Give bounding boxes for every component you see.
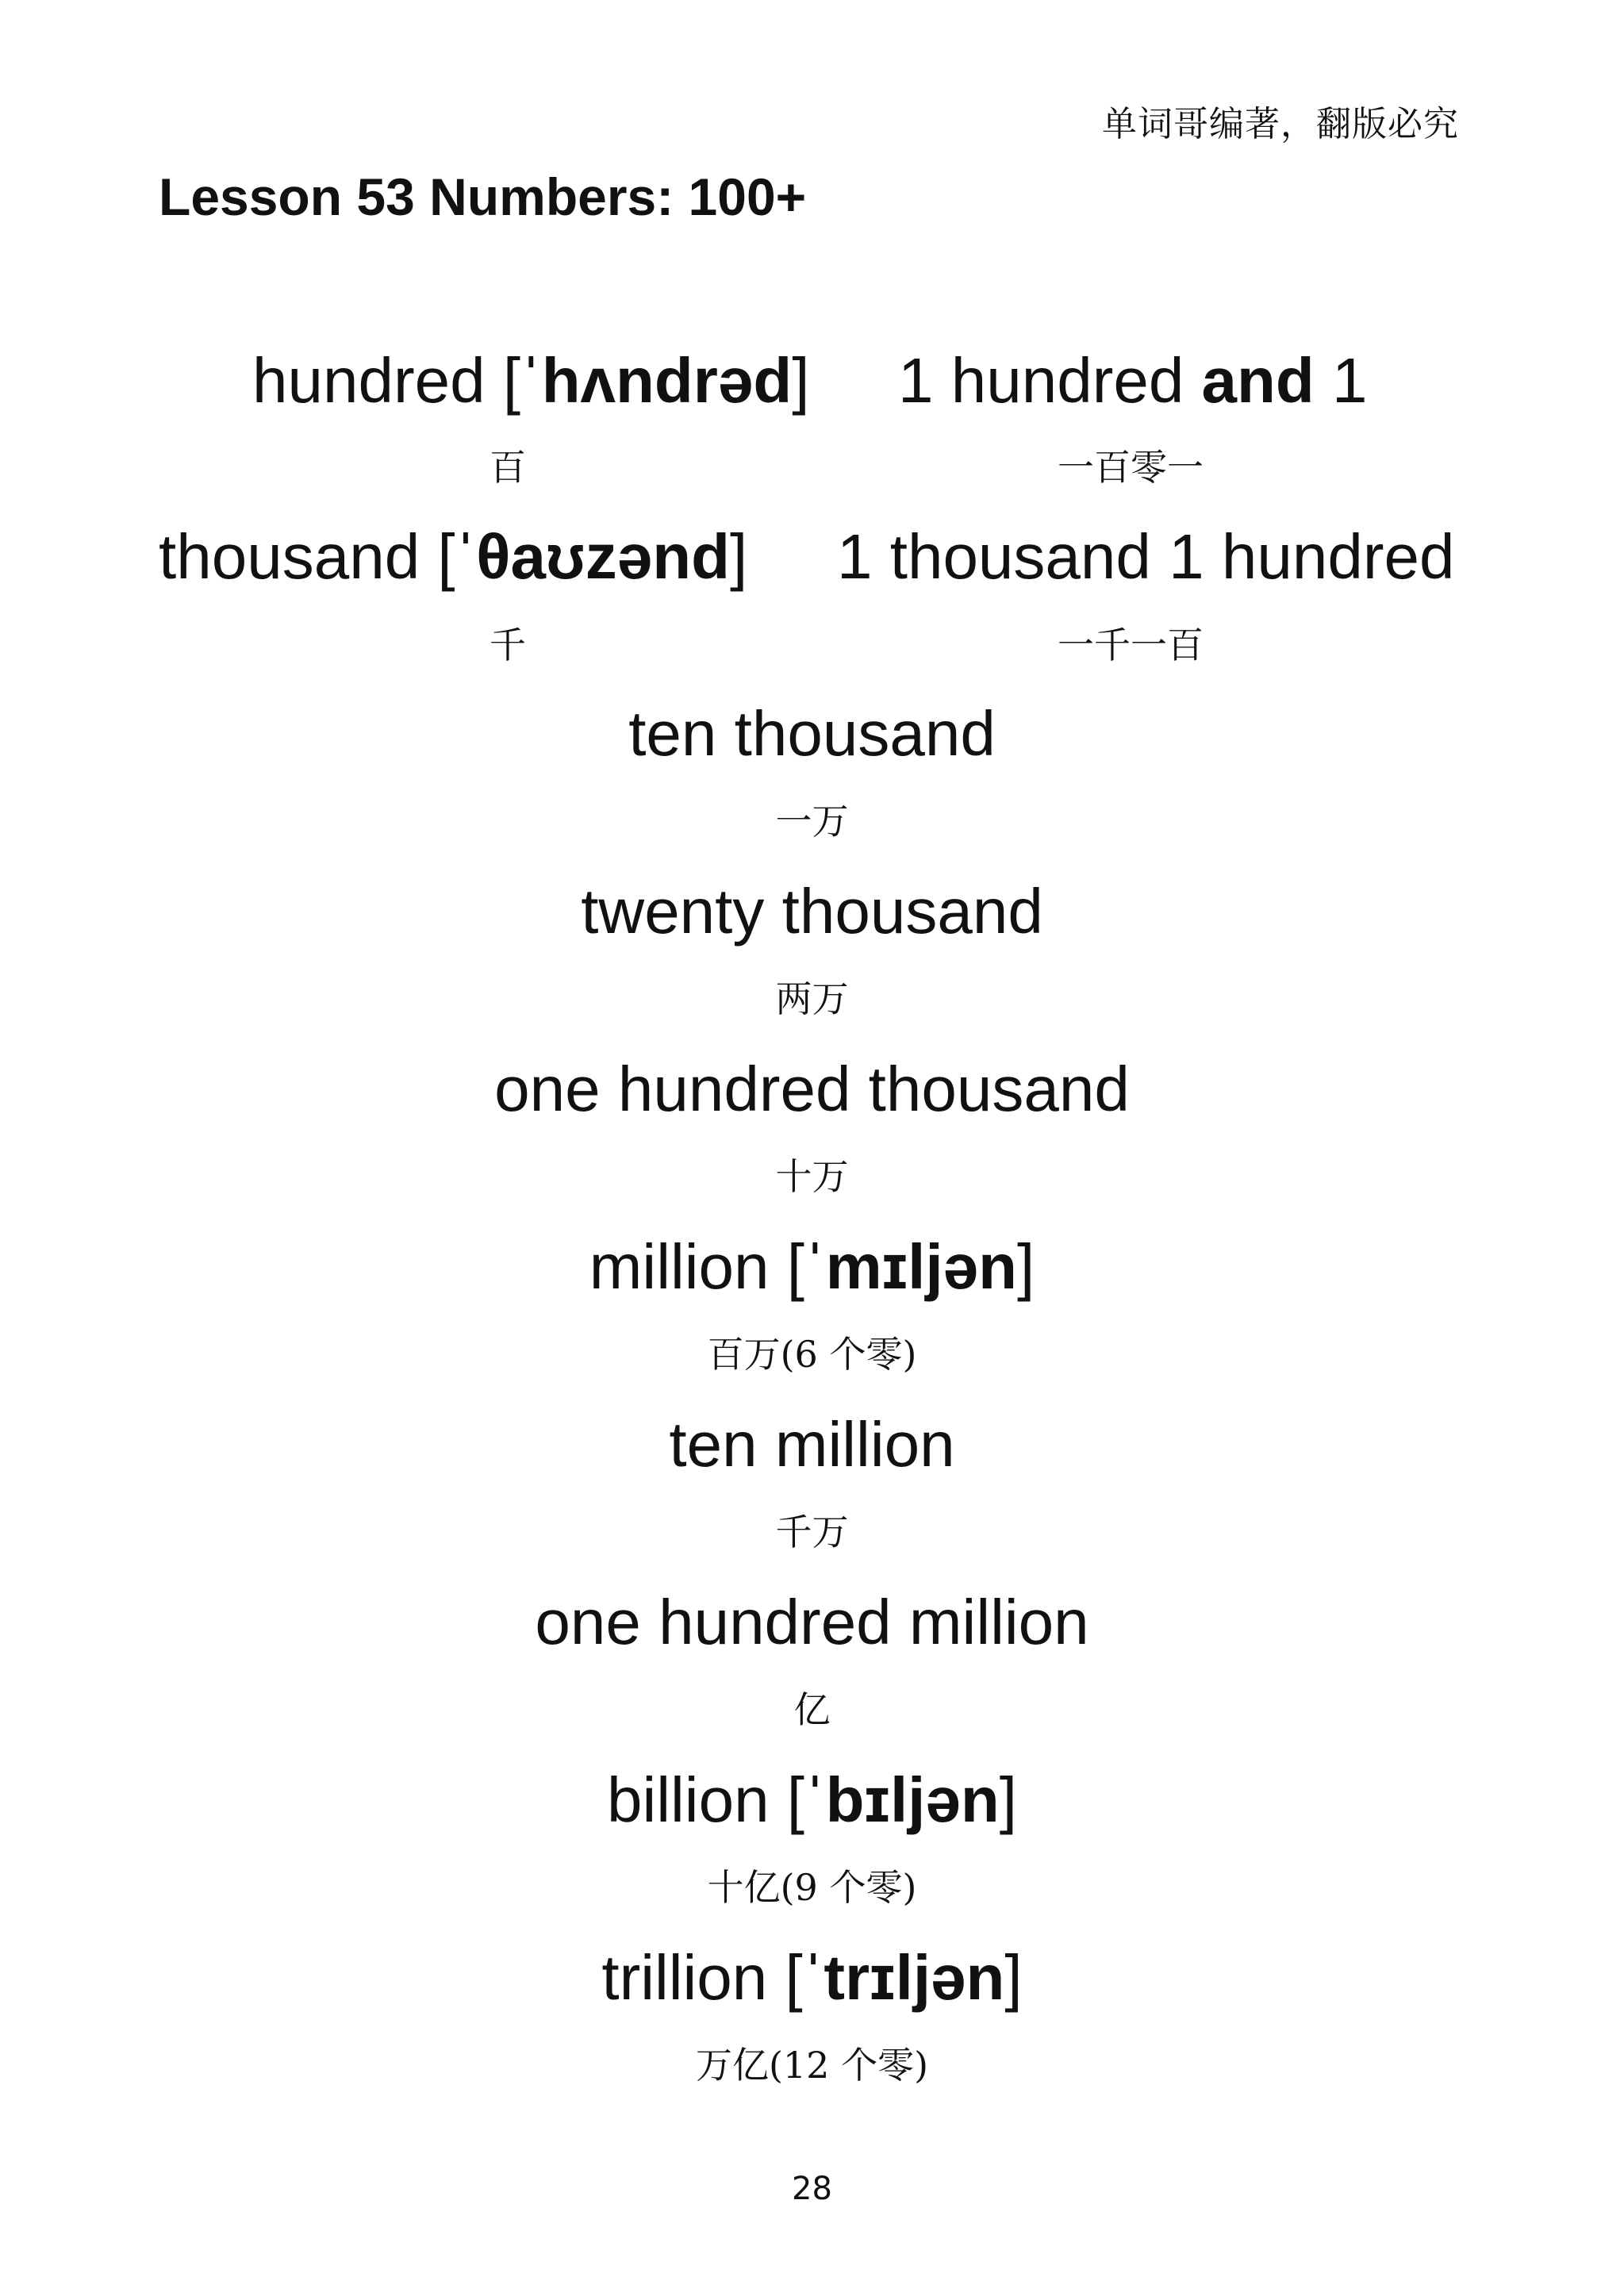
ten-million-en: ten million bbox=[669, 1409, 955, 1480]
ten-million-cn: 千万 bbox=[775, 1511, 849, 1553]
thousand-word: thousand [ bbox=[159, 521, 455, 592]
hundred-term bbox=[252, 345, 810, 416]
trillion-ipa: ˈtrɪljən bbox=[802, 1942, 1005, 2013]
billion-en bbox=[0, 1764, 1624, 1835]
hundred-example bbox=[898, 345, 1368, 416]
hundred-word: hundred [ bbox=[252, 345, 521, 416]
one-hundred-thousand-en: one hundred thousand bbox=[494, 1054, 1130, 1124]
one-hundred-million-cn: 亿 bbox=[793, 1688, 831, 1731]
one-hundred-thousand-cn: 十万 bbox=[775, 1155, 849, 1198]
thousand-term bbox=[159, 521, 748, 592]
billion-cn: 十亿(9 个零) bbox=[707, 1866, 917, 1909]
million-word: million [ bbox=[589, 1231, 804, 1302]
trillion-cn: 万亿(12 个零) bbox=[695, 2044, 929, 2087]
billion-word: billion [ bbox=[606, 1764, 805, 1835]
thousand-cn: 千 bbox=[490, 624, 526, 666]
million-close-bracket: ] bbox=[1016, 1231, 1035, 1302]
trillion-close-bracket: ] bbox=[1004, 1942, 1023, 2013]
trillion-en bbox=[0, 1942, 1624, 2013]
header-note: 单词哥编著，翻版必究 bbox=[1102, 104, 1459, 144]
lesson-title: Lesson 53 Numbers: 100+ bbox=[159, 167, 807, 226]
ten-thousand-en: ten thousand bbox=[628, 698, 996, 769]
thousand-close-bracket: ] bbox=[729, 521, 748, 592]
hundred-example-and: and bbox=[1201, 345, 1315, 416]
million-en bbox=[0, 1231, 1624, 1302]
hundred-cn: 百 bbox=[490, 446, 526, 489]
trillion-word: trillion [ bbox=[601, 1942, 803, 2013]
twenty-thousand-en: twenty thousand bbox=[581, 876, 1043, 946]
hundred-example-cn: 一百零一 bbox=[1058, 446, 1204, 489]
thousand-example-cn: 一千一百 bbox=[1058, 624, 1204, 666]
one-hundred-million-en: one hundred million bbox=[535, 1587, 1089, 1657]
hundred-close-bracket: ] bbox=[792, 345, 810, 416]
page-number: 28 bbox=[792, 2171, 832, 2207]
billion-close-bracket: ] bbox=[999, 1764, 1017, 1835]
hundred-ipa: ˈhʌndrəd bbox=[520, 345, 793, 416]
hundred-example-post: 1 bbox=[1314, 345, 1368, 416]
twenty-thousand-cn: 两万 bbox=[775, 977, 849, 1020]
ten-thousand-cn: 一万 bbox=[775, 800, 849, 843]
billion-ipa: ˈbɪljən bbox=[804, 1764, 1000, 1835]
hundred-example-pre: 1 hundred bbox=[898, 345, 1202, 416]
thousand-ipa: ˈθaʊzənd bbox=[455, 521, 730, 592]
thousand-example: 1 thousand 1 hundred bbox=[837, 521, 1455, 592]
million-ipa: ˈmɪljən bbox=[804, 1231, 1017, 1302]
million-cn: 百万(6 个零) bbox=[707, 1333, 917, 1376]
